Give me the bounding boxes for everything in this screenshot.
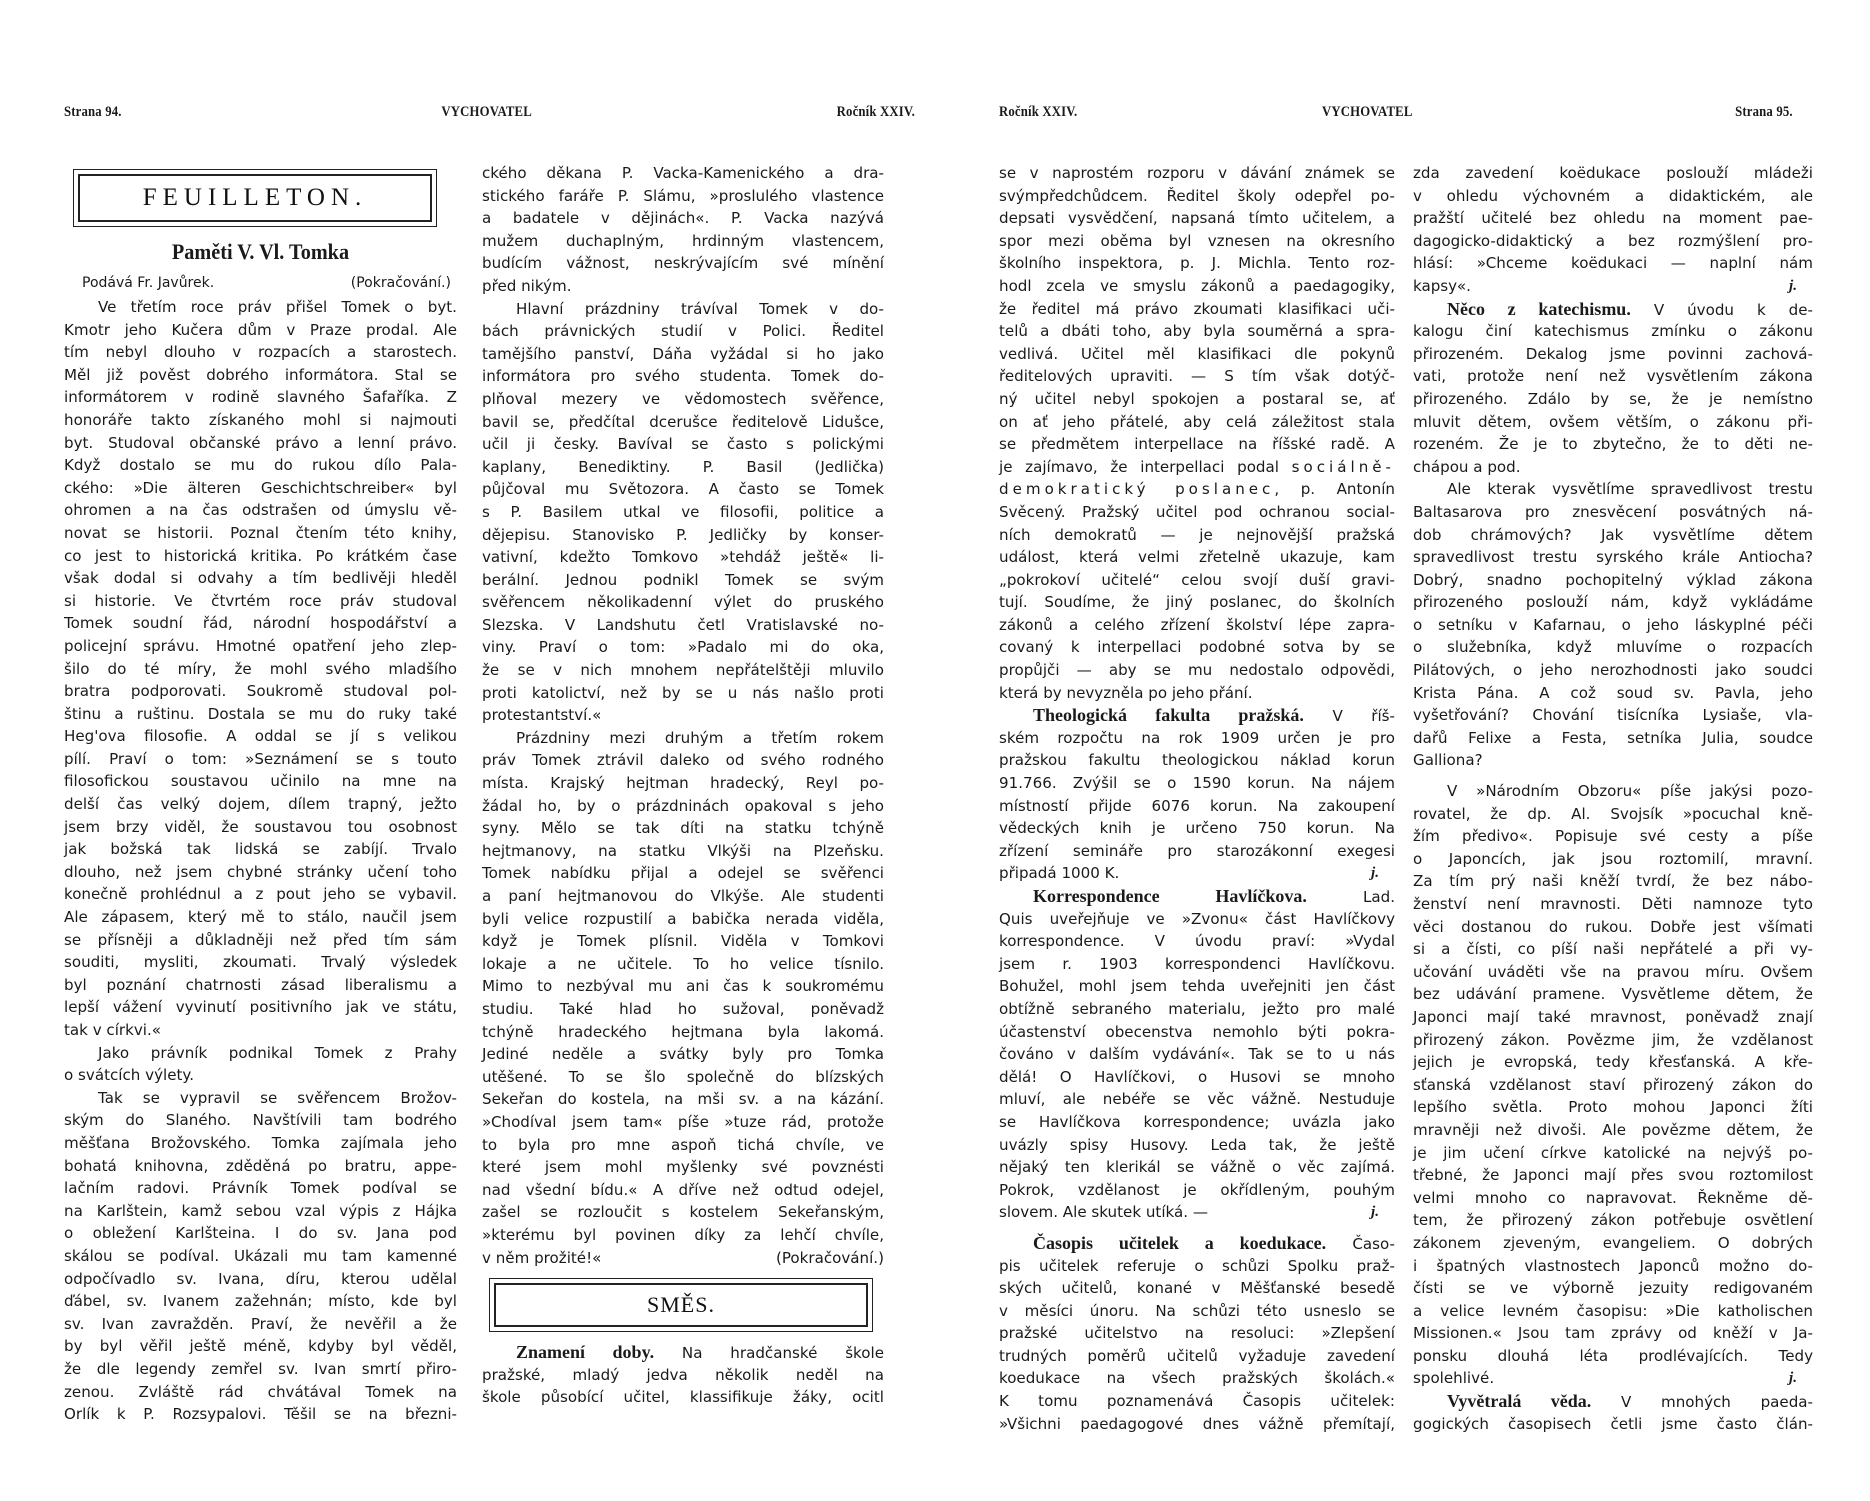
text-line: vyšetřování? Chování tisícníka Lysiaše, vla- — [1413, 706, 1813, 725]
text-line: Quis uveřejňuje ve »Zvonu« část Havlíčkovy — [999, 909, 1395, 928]
text-line: Bohužel, mohl jsem tehda uveřejniti jen část — [999, 977, 1395, 996]
article-body — [1413, 162, 1813, 275]
news-item-body — [1413, 780, 1813, 1367]
text-line: V »Národním Obzoru« píše jakýsi pozo- — [1447, 782, 1813, 801]
text-line: ckého děkana P. Vacka-Kamenického a dra- — [482, 164, 884, 182]
text-line: trudných poměrů učitelů vyžaduje zavedení — [999, 1346, 1395, 1365]
text-line: o obležení Karlšteina. I do sv. Jana pod — [64, 1224, 457, 1243]
text-line: čováno v dalším vydávání«. Tak se to u nás — [999, 1045, 1395, 1064]
text: Časo- — [1352, 1234, 1395, 1253]
text-line: účastenství obecenstva nemohlo býti pokra- — [999, 1022, 1395, 1041]
text-line: sv. Ivan zavražděn. Praví, že nevěřil a že — [64, 1314, 457, 1333]
text-line: na Karlštein, kamž sebou vzal výpis z Hájka — [64, 1201, 457, 1220]
text-line — [999, 456, 1395, 479]
column-right-1 — [999, 162, 1395, 1435]
news-heading: Theologická fakulta pražská. — [1033, 705, 1304, 726]
text-line: půjčoval mu Světozora. A často se Tomek — [482, 480, 884, 499]
journal-title: VYCHOVATEL — [1322, 104, 1413, 120]
text: V úvodu k de- — [1653, 300, 1813, 319]
text-line: Prázdniny mezi druhým a třetím rokem — [516, 728, 884, 747]
signature: j. — [1371, 865, 1379, 882]
misc-heading: Znamení doby. — [516, 1342, 655, 1363]
text-line: spravedlivost trestu syrského krále Antiocha? — [1413, 548, 1813, 567]
text-line: jak božská tak lidská se zabíjí. Trvalo — [64, 840, 457, 859]
text-line: »Chodíval jsem tam« píše »tuze rád, protože — [482, 1112, 884, 1131]
text-line: kalogu činí katechismus zmínku o zákonu — [1413, 322, 1813, 341]
text-line: tchýně hradeckého hejtmana byla lakomá. — [482, 1022, 884, 1041]
news-item-heading-line — [1413, 298, 1813, 321]
text-line: co jest to historická kritika. Po krátkém čase — [64, 546, 457, 565]
text-line: jsem brzy viděl, že soustavou tou osobnost — [64, 817, 457, 836]
running-head — [64, 104, 914, 126]
text-line: zřízení semináře pro starozákonní exegesi — [999, 841, 1395, 860]
news-heading: Něco z katechismu. — [1447, 298, 1631, 319]
text-line: gogických časopisech četli jsme často člán- — [1413, 1414, 1813, 1433]
text-line: ný učitel nebyl spokojen a postaral se, ať — [999, 389, 1395, 408]
text-line: učil ji česky. Bavíval se často s polickými — [482, 435, 884, 454]
continuation-note: (Pokračování.) — [350, 275, 451, 291]
text-line: zákonem zjeveným, evangeliem. O dobrých — [1413, 1233, 1813, 1252]
text-line — [999, 478, 1395, 501]
news-item-heading-line — [1413, 1390, 1813, 1413]
article-body-continued — [482, 162, 884, 1247]
text-line: vativní, kdežto Tomkovo »tehdáž ještě« li- — [482, 548, 884, 567]
text-line: ženství není mravnosti. Děti namnoze tyto — [1413, 895, 1813, 913]
text-line: ským do Slaného. Navštívili tam bodrého — [64, 1111, 457, 1130]
text-line: bavil se, předčítal dcerušce ředitelově Lidušce, — [482, 412, 884, 431]
text-line: tamějšího panství, Dáňa vyžádal si ho jako — [482, 344, 884, 363]
text-line: mravněji než divoši. Ale povězme dětem, že — [1413, 1120, 1813, 1139]
text-line: místností přijde 6076 korun. Na zakoupení — [999, 796, 1395, 815]
text-line: přirozeného poslouží nám, když vykládáme — [1413, 593, 1813, 612]
news-item-heading-line — [999, 885, 1395, 908]
text-line: se Havlíčkova korrespondence; uvázla jako — [999, 1112, 1395, 1131]
text-line: že dle legendy zemřel sv. Ivan smrtí přiro- — [64, 1359, 457, 1378]
text-line: čísti se ve výborně jezuity redigovaném — [1413, 1279, 1813, 1298]
text-line: delší čas velký dojem, dílem trapný, ježto — [64, 795, 457, 814]
text-line: však dodal si odvahy a tím bedlivěji hleděl — [64, 569, 457, 588]
text-line: dlouho, než jsem chybné stránky učení toho — [64, 862, 457, 881]
spaced-text: sociálně- — [1291, 457, 1395, 476]
text-line: událost, která velmi zřetelně ukazuje, kam — [999, 548, 1395, 567]
signature: j. — [1789, 1370, 1797, 1387]
text-line: věci dostanou do rukou. Dobře jest všímati — [1413, 917, 1813, 936]
text-line: Dobrý, snadno pochopitelný výklad zákona — [1413, 570, 1813, 589]
text-line: to byla pro mne aspoň tichá chvíle, ve — [482, 1135, 884, 1154]
spaced-text: demokratický poslanec — [999, 480, 1275, 499]
text-line: pražskou fakultu theologickou náklad korun — [999, 751, 1395, 770]
text-line: uvázly spisy Husovy. Leda tak, že ještě — [999, 1135, 1395, 1154]
smes-section-box: SMĚS. — [494, 1283, 868, 1327]
text-line: o Japoncích, jak jsou roztomilí, mravní. — [1413, 849, 1813, 868]
text-line: informátora pro svého studenta. Tomek do- — [482, 367, 884, 386]
text-line: bratra podporovati. Soukromě studoval pol- — [64, 682, 457, 701]
text-line: že se v nich mnohem nepřátelštěji mluvilo — [482, 661, 884, 680]
text-line: o svátcích výlety. — [64, 1066, 194, 1085]
text-line: Missionen.« Jsou tam zprávy od kněží v Ja- — [1413, 1324, 1813, 1343]
text-line: Měl již pověst dobrého informátora. Stal se — [64, 365, 457, 384]
text-line: a paní hejtmanovou do Vlkýše. Ale studenti — [482, 887, 884, 905]
signed-line — [1413, 275, 1813, 298]
text-line: filosofickou soustavou učinilo na mne na — [64, 772, 457, 791]
text-line: Krista Pána. A což soud sv. Pavla, jeho — [1413, 683, 1813, 702]
text-line: měšťana Brožovského. Tomka zajímala jeho — [64, 1133, 457, 1152]
text-line: dařů Felixe a Festa, setníka Julia, soudce — [1413, 728, 1813, 747]
text-line: »Všichni paedagogové dnes vážně přemítají, — [999, 1414, 1395, 1433]
text-line: Pokrok, vzdělanost je okřídleným, pouhým — [999, 1180, 1395, 1199]
text-line: Za tím prý naši kněží tvrdí, že bez nábo- — [1413, 872, 1813, 891]
text-line: »kterému byl povinen díky za lehčí chvíle, — [482, 1225, 884, 1244]
text-line: která by nevyzněla po jeho přání. — [999, 683, 1253, 702]
text-line: depsati vysvědčení, napsaná tímto učitelem, a — [999, 209, 1395, 228]
text-line: on ať jeho přátelé, aby celá záležitost stala — [999, 412, 1395, 431]
text: spolehlivé. — [1413, 1369, 1495, 1388]
text-line: práv Tomek ztrávil daleko od svého rodného — [482, 751, 884, 770]
text-line: zašel se rozloučit s kostelem Sekeřanským, — [482, 1203, 884, 1222]
text-line: mluvit dětem, ovšem větším, o zákonu při- — [1413, 412, 1813, 431]
text-line: spor mezi oběma byl vznesen na okresního — [999, 231, 1395, 250]
column-left-1 — [64, 162, 457, 1426]
text-line: hejtmanovy, na statku Vlkýši na Plzeňsku. — [482, 841, 884, 860]
text-line: odpočívadlo sv. Ivana, díru, kterou udělal — [64, 1269, 457, 1288]
text-line: mužem duchaplným, hrdinným vlastencem, — [482, 231, 884, 250]
volume-label: Ročník XXIV. — [836, 104, 915, 120]
text-line: tím nebyl dlouho v rozpacích a starostech. — [64, 343, 457, 362]
text-line: a badatele v dějinách«. P. Vacka nazývá — [482, 209, 884, 228]
text-line: Ale zápasem, který mě to stálo, naučil jsem — [64, 908, 457, 927]
text-line: tují. Soudíme, že jiný poslanec, do školních — [999, 593, 1395, 612]
text-line: když je Tomek plísnil. Viděla v Tomkovi — [482, 932, 884, 951]
text-line: tak v církvi.« — [64, 1021, 162, 1039]
news-item-body — [999, 1255, 1395, 1436]
text-line: Ve třetím roce práv přišel Tomek o byt. — [98, 298, 457, 316]
text-line: Svěcený. Pražský učitel pod ochranou social- — [999, 502, 1395, 521]
text-line: protestantství.« — [482, 706, 602, 725]
text-line: žím předivo«. Popisuje své cesty a píše — [1413, 827, 1813, 846]
text-line: svěřencem několikadenní výlet do pruského — [482, 593, 884, 612]
text-line: syny. Mělo se tak díti na statku tchýně — [482, 819, 884, 838]
text-line: Mimo to nezbýval mu ani čas k soukromému — [482, 977, 884, 996]
text-line: Tak se vypravil se svěřencem Brožov- — [98, 1088, 457, 1107]
text: kapsy«. — [1413, 276, 1471, 295]
text-line: Tomek soudní řád, národní hospodářství a — [64, 614, 457, 633]
signed-line — [1413, 1367, 1813, 1390]
text-line: koedukace na všech pražských školách.« — [999, 1369, 1395, 1388]
text-line: 91.766. Zvýšil se o 1590 korun. Na nájem — [999, 774, 1395, 793]
text-line: Hlavní prázdniny trávíval Tomek v do- — [516, 299, 884, 318]
text-line: Slezska. V Landshutu četl Vratislavské no- — [482, 615, 884, 634]
text-line: lepší vážení vyvinutí positivního jak ve státu, — [64, 998, 457, 1017]
text-line: studiu. Také hlad ho sužoval, poněvadž — [482, 999, 884, 1018]
signed-line — [999, 862, 1395, 885]
text-line: jejich je evropská, tedy křesťanská. A kře- — [1413, 1053, 1813, 1072]
text-line: vati, protože není než vysvětlením zákona — [1413, 367, 1813, 386]
text-line: Sekeřan do kostela, na mši sv. a na kázání. — [482, 1090, 884, 1109]
text-line: proti katolictví, než by se u nás našlo proti — [482, 683, 884, 702]
text-line: policejní správu. Hmotné opatření jeho zlep- — [64, 636, 457, 655]
volume-label: Ročník XXIV. — [999, 104, 1078, 120]
text-line: Tomek nabídku přijal a odejel se svěřenci — [482, 864, 884, 883]
text-line: pražské učitelstvo na resoluci: »Zlepšení — [999, 1324, 1395, 1343]
text-line: pražští učitelé bez ohledu na moment pae- — [1413, 209, 1813, 228]
text-line: před nikým. — [482, 276, 572, 295]
text: připadá 1000 K. — [999, 864, 1120, 883]
text-line: nějaký ten klerikál se vážně o věc zajímá. — [999, 1158, 1395, 1177]
text-line: covaný k interpellaci podobné sotva by se — [999, 638, 1395, 657]
text-line: zda zavedení koëdukace poslouží mládeži — [1413, 164, 1813, 182]
text-line: byt. Studoval občanské právo a lenní právo. — [64, 433, 457, 452]
page-95 — [935, 0, 1870, 1501]
text-line: Když dostalo se mu do rukou dílo Pala- — [64, 456, 457, 475]
text-line: žádal ho, by o prázdninách opakoval s jeho — [482, 796, 884, 815]
text-line: kaplany, Benediktiny. P. Basil (Jedlička) — [482, 457, 884, 476]
text-line: dělá! O Havlíčkovi, o Husovi se mnoho — [999, 1067, 1395, 1086]
text-line: K tomu poznamenává Časopis učitelek: — [999, 1392, 1395, 1411]
article-end-line — [482, 1247, 884, 1270]
feuilleton-section-box: FEUILLETON. — [78, 174, 432, 222]
text-line: by byl věřil ještě méně, kdyby byl věděl, — [64, 1337, 457, 1356]
text-line: Orlík k P. Rozsypalovi. Těšil se na březni- — [64, 1405, 457, 1424]
text-line: pis učitelek referuje o schůzi Spolku praž- — [999, 1256, 1395, 1275]
text-line: lačním radovi. Právník Tomek podíval se — [64, 1179, 457, 1198]
article-body — [64, 296, 457, 1426]
text-line: ohromen a na čas odstrašen od úmyslu vě- — [64, 501, 457, 520]
text-line: s P. Basilem utkal ve filosofii, politice a — [482, 502, 884, 521]
text-line: lokaje a ne učitele. To ho velice tísnilo. — [482, 954, 884, 973]
text-line: ských učitelů, konané v Měšťanské besedě — [999, 1279, 1395, 1298]
text-line: telů a dbáti toho, aby byla souměrná a spra- — [999, 322, 1395, 341]
news-item-body — [1413, 320, 1813, 456]
news-heading: Časopis učitelek a koedukace. — [1033, 1232, 1327, 1253]
text-line: plňoval mezery ve vědomostech svěřence, — [482, 389, 884, 408]
text-line: velmi mnoho co napravovat. Řekněme dě- — [1413, 1188, 1813, 1207]
text-line: bách právnických studií v Polici. Ředitel — [482, 322, 884, 341]
page-number: Strana 95. — [1735, 104, 1793, 120]
text: , p. Antonín — [1274, 480, 1395, 499]
text-line: novat se historii. Poznal čtením této knihy, — [64, 523, 457, 542]
text-line: bohatá knihovna, zděděná po bratru, appe- — [64, 1156, 457, 1175]
text-line: škole působící učitel, klassifikuje žáky, ocitl — [482, 1388, 884, 1407]
signature: j. — [1371, 1204, 1379, 1221]
text-line: skálou se podíval. Ukázali mu tam kamenné — [64, 1246, 457, 1265]
text-line: pílí. Praví o tom: »Seznámení se s touto — [64, 749, 457, 768]
text-line: berální. Jednou podnikl Tomek se svým — [482, 570, 884, 589]
text-line: štinu a ruštinu. Dostala se mu do ruky také — [64, 704, 457, 723]
text-line: ředitelových upraviti. — S tím však dotýč- — [999, 367, 1395, 386]
news-heading: Korrespondence Havlíčkova. — [1033, 886, 1307, 906]
column-left-2 — [482, 162, 884, 1409]
text-line: informátorem v rodině slavného Šafaříka. Z — [64, 388, 457, 407]
text-line: ďábel, sv. Ivanem zažehnán; místo, kde byl — [64, 1292, 457, 1311]
text-line: a velice levném časopisu: »Die katholischen — [1413, 1301, 1813, 1320]
text-line: Heg'ova filosofie. A oddal se jí s velikou — [64, 727, 457, 746]
text-line: místa. Krajský hejtman hradecký, Reyl po- — [482, 774, 884, 793]
text: Na hradčanské škole — [681, 1344, 884, 1363]
text: Lad. — [1362, 888, 1395, 906]
text-line: sťanská vzdělanost staví přirozený zákon do — [1413, 1075, 1813, 1094]
text-line: Pilátových, o jeho nerozhodnosti jako soudci — [1413, 661, 1813, 680]
text-line: zenou. Zvláště rád chvátával Tomek na — [64, 1382, 457, 1401]
text-line: tem, že přirozený zákon potřebuje osvětlení — [1413, 1211, 1813, 1230]
text-line: o setníku v Kafarnau, o jeho láskyplné péči — [1413, 615, 1813, 634]
text-line: si a čísti, co píší naši nepřátelé a při vy- — [1413, 940, 1813, 959]
text-line: Kmotr jeho Kučera dům v Praze prodal. Ale — [64, 320, 457, 339]
closing-text: v něm prožité!« — [482, 1248, 602, 1267]
text-line: souditi, mysliti, zkoumati. Trvalý výsledek — [64, 953, 457, 972]
text-line: hodl zcela ve smyslu zákonů a paedagogiky, — [999, 276, 1395, 295]
text-line: mluví, ale nebéře se věc vážně. Nestuduje — [999, 1090, 1395, 1109]
text-line: honoráře takto získaného mohl si najmouti — [64, 410, 457, 429]
text-line: propůjči — aby se mu nedostalo odpovědi, — [999, 661, 1395, 680]
text-line: utěšené. To se šlo společně do blízských — [482, 1067, 884, 1086]
text: V mnohých paeda- — [1620, 1393, 1813, 1412]
text: je zajímavo, že interpellaci podal — [999, 457, 1292, 476]
text-line: lepšího světla. Proto mohou Japonci žíti — [1413, 1098, 1813, 1117]
text-line: dob chrámových? Jak vysvětlíme dětem — [1413, 525, 1813, 544]
text: V říš- — [1332, 707, 1395, 726]
text-line: vedlivá. Učitel měl klasifikaci dle pokynů — [999, 344, 1395, 363]
text-line: zákonů a celého zřízení školství lépe zapra- — [999, 615, 1395, 634]
text-line: přirozeného. Zdálo by se, že je nemístno — [1413, 389, 1813, 408]
news-item-body — [999, 908, 1395, 1202]
text-line: ckého: »Die älteren Geschichtschreiber« byl — [64, 478, 457, 497]
article-body — [999, 162, 1395, 456]
news-item-body — [1413, 478, 1813, 749]
text-line: třebné, že Japonci mají přes svou roztomilost — [1413, 1166, 1813, 1185]
text-line: se přísněji a důkladněji než před tím sám — [64, 930, 457, 949]
article-body — [999, 501, 1395, 704]
text-line: dějepisu. Stanovisko P. Jedličky by konser- — [482, 525, 884, 544]
text-line: rozeném. Že je to zbytečno, že to děti ne- — [1413, 435, 1813, 454]
text-line: chápou a pod. — [1413, 457, 1521, 476]
text-line: ském rozpočtu na rok 1909 určen je pro — [999, 728, 1395, 747]
text-line: Jako právník podnikal Tomek z Prahy — [98, 1043, 457, 1062]
text-line: rovatel, že dp. Al. Svojsík »pocuchal kně- — [1413, 804, 1813, 823]
text-line: vědeckých knih je určeno 750 korun. Na — [999, 819, 1395, 838]
text-line: nad všední bídu.« A dříve než odtud odejel, — [482, 1180, 884, 1199]
text-line: přirozeném. Dekalog jsme povinni zachová- — [1413, 344, 1813, 363]
continuation-note: (Pokračování.) — [775, 1248, 884, 1267]
text-line: školního inspektora, p. J. Michla. Tento roz- — [999, 254, 1395, 273]
text-line: které jsem mohl myšlenky své povznésti — [482, 1158, 884, 1177]
text-line: „pokrokoví učitelé“ celou svojí duší gravi- — [999, 570, 1395, 589]
text-line: přirozený zákon. Povězme jim, že vzdělanost — [1413, 1030, 1813, 1049]
text-line: se předmětem interpellace na říšské radě. A — [999, 435, 1395, 454]
text-line: byli velice rozpustilí a babička nerada viděla, — [482, 909, 884, 928]
byline — [64, 272, 457, 294]
text-line: obtížně sebraného materialu, ježto pro malé — [999, 999, 1395, 1018]
text-line: hlásí: »Chceme koëdukaci — naplní nám — [1413, 254, 1813, 273]
text-line: jsem r. 1903 korrespondenci Havlíčkovu. — [999, 954, 1395, 973]
news-item-heading-line — [999, 1232, 1395, 1255]
misc-item-first-line — [482, 1341, 884, 1364]
text-line: viny. Praví o tom: »Padalo mi do oka, — [482, 638, 884, 657]
text-line: Ale kterak vysvětlíme spravedlivost trestu — [1447, 480, 1813, 499]
text-line: šilo do té míry, že mohl svého mladšího — [64, 659, 457, 678]
text-line: dagogicko-didaktický a bez rozmýšlení pro- — [1413, 231, 1813, 250]
author: Podává Fr. Javůrek. — [82, 275, 215, 291]
signature: j. — [1789, 277, 1797, 294]
text-line: Jediné neděle a svátky byly pro Tomka — [482, 1045, 884, 1064]
text-line: ponsku dlouhá léta prodlévajících. Tedy — [1413, 1346, 1813, 1365]
text-line: Galliona? — [1413, 751, 1483, 770]
text-line: bez udávání pramene. Vysvětleme dětem, že — [1413, 985, 1813, 1004]
text-line: si historie. Ve čtvrtém roce práv studoval — [64, 591, 457, 610]
news-item-body — [999, 727, 1395, 863]
news-item-heading-line — [999, 704, 1395, 727]
text-line: svýmpředchůdcem. Ředitel školy odepřel po- — [999, 186, 1395, 205]
text-line: konečně prohlédnul a z pout jeho se vybavil. — [64, 885, 457, 904]
text-line: Japonci mají také mravnost, poněvadž znají — [1413, 1007, 1813, 1026]
text-line: se v naprostém rozporu v dávání známek se — [999, 164, 1395, 182]
page-number: Strana 94. — [64, 104, 122, 120]
text-line: i špatných vlastnostech Japonců možno do- — [1413, 1256, 1813, 1275]
journal-title: VYCHOVATEL — [441, 104, 532, 120]
text-line: korrespondence. V úvodu praví: »Vydal — [999, 932, 1395, 951]
text-line: v měsíci únoru. Na schůzi této usneslo se — [999, 1301, 1395, 1320]
text-line: stického faráře P. Slámu, »proslulého vlastence — [482, 186, 884, 205]
text: slovem. Ale skutek utíká. — — [999, 1203, 1208, 1222]
article-title: Paměti V. Vl. Tomka — [171, 239, 350, 264]
signed-line — [999, 1201, 1395, 1224]
news-heading: Vyvětralá věda. — [1447, 1391, 1592, 1412]
text-line: ních demokratů — je nejnovější pražská — [999, 525, 1395, 544]
text-line: je jim učení církve katolické na nejvýš po- — [1413, 1143, 1813, 1162]
text-line: pražské, mladý jedva několik neděl na — [482, 1365, 884, 1384]
text-line: budícím vážnost, neskrývajícím své mínění — [482, 254, 884, 273]
text-line: byl poznání chatrnosti zásad liberalismu a — [64, 975, 457, 994]
text-line: že ředitel má právo zkoumati klasifikaci uči- — [999, 299, 1395, 318]
running-head — [999, 104, 1849, 126]
text-line: učování uváděti vše na pravou míru. Ovšem — [1413, 962, 1813, 981]
text-line: v ohledu výchovném a didaktickém, ale — [1413, 186, 1813, 205]
text-line: o služebníka, když mluvíme o rozpacích — [1413, 638, 1813, 657]
column-right-2 — [1413, 162, 1813, 1435]
text-line: Baltasarova pro znesvěcení posvátných ná- — [1413, 502, 1813, 521]
